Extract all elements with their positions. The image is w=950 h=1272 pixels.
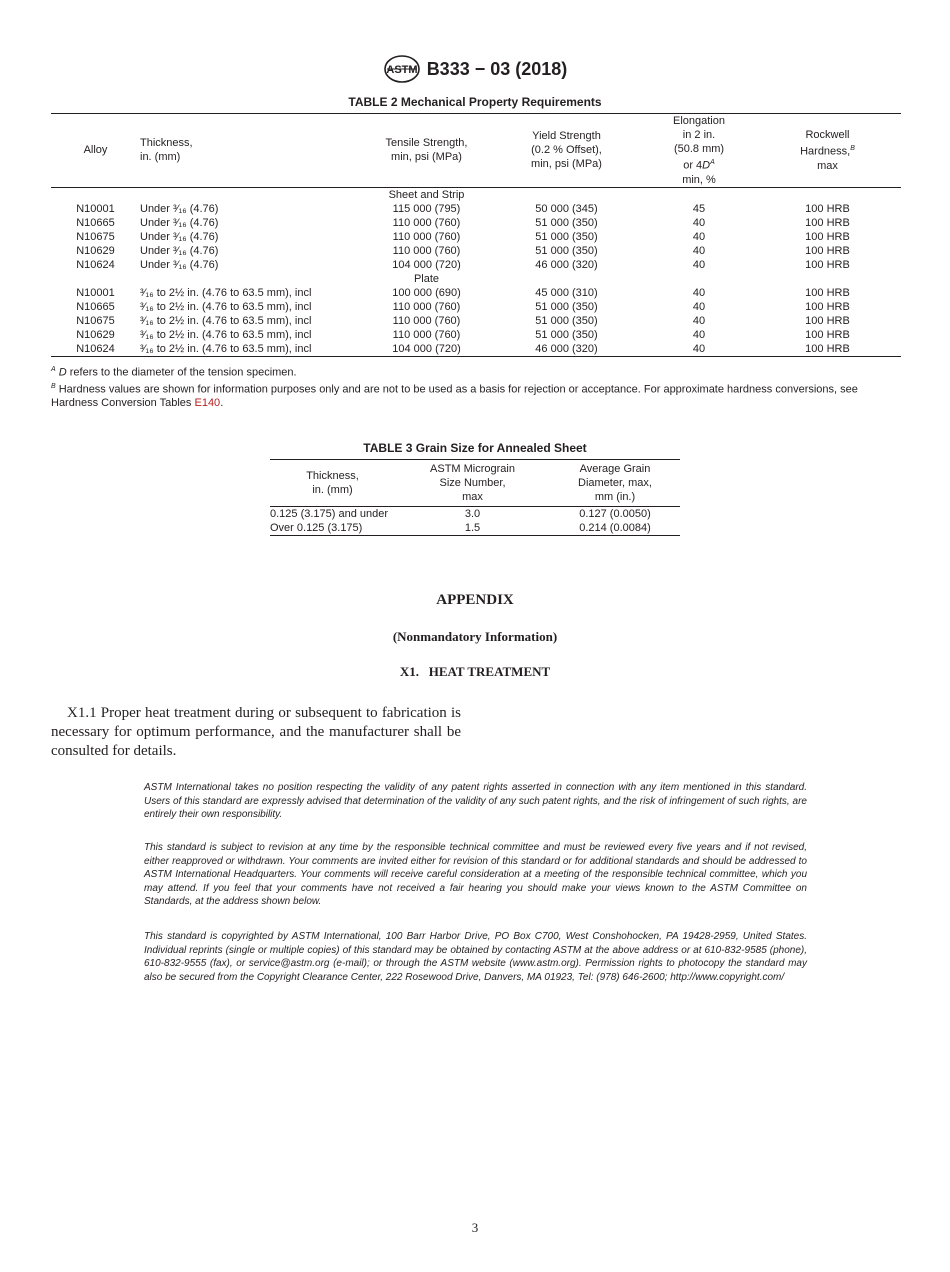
table-row: N10675 ³⁄₁₆ to 2½ in. (4.76 to 63.5 mm), incl 110 000 (760) 51 000 (350) 40 100 HRB: [76, 314, 850, 327]
appendix-paragraph: X1.1 Proper heat treatment during or subsequent to fabrication is necessary for optimum performance, and the manufacturer shall be consulted for details.: [51, 705, 461, 759]
col-header-average-grain: Average Grain Diameter, max, mm (in.): [578, 463, 652, 503]
standard-designation: B333 − 03 (2018): [426, 58, 568, 79]
svg-text:ASTM: ASTM: [386, 64, 418, 76]
col-header-rockwell: Rockwell Hardness,$^B$ max: [800, 129, 855, 172]
col-header-thickness: Thickness, in. (mm): [140, 137, 193, 164]
page-header: [0, 54, 950, 84]
copyright-notice: This standard is copyrighted by ASTM International, 100 Barr Harbor Drive, PO Box C700, West Conshohocken, PA 19428-2959, United States. Individual reprints (single or multiple copies) of this standard may be obtained by contacting ASTM at the above address or at 610-832-9585 (phone), 610-832-9555 (fax), or service@astm.org (e-mail); or through the ASTM website (www.astm.org). Permission rights to photocopy the standard may also be secured from the Copyright Clearance Center, 222 Rosewood Drive, Danvers, MA 01923, Tel: (978) 646-2600; http://www.copyright.com/: [144, 931, 807, 983]
col-header-astm-micrograin: ASTM Micrograin Size Number, max: [430, 463, 515, 503]
table3-title: TABLE 3 Grain Size for Annealed Sheet: [363, 441, 587, 455]
appendix-title: APPENDIX: [436, 592, 514, 608]
revision-notice: This standard is subject to revision at any time by the responsible technical committee and must be reviewed every five years and if not revised, either reapproved or withdrawn. Your comments are invited either for revision of this standard or for additional standards and should be addressed to ASTM International Headquarters. Your comments will receive careful consideration at a meeting of the responsible technical committee, which you may attend. If you feel that your comments have not received a fair hearing you should make your views known to the ASTM Committee on Standards, at the address shown below.: [144, 842, 807, 908]
table-row: N10665 Under ³⁄₁₆ (4.76) 110 000 (760) 51 000 (350) 40 100 HRB: [76, 216, 850, 229]
mechanical-property-table: [51, 113, 901, 357]
table-row: N10624 ³⁄₁₆ to 2½ in. (4.76 to 63.5 mm), incl 104 000 (720) 46 000 (320) 40 100 HRB: [76, 342, 850, 355]
col-header-elongation: Elongation in 2 in. (50.8 mm) or $4D^A$ min, %: [673, 115, 725, 186]
table-row: N10001 ³⁄₁₆ to 2½ in. (4.76 to 63.5 mm), incl 100 000 (690) 45 000 (310) 40 100 HRB: [76, 286, 850, 299]
table-row: N10629 ³⁄₁₆ to 2½ in. (4.76 to 63.5 mm), incl 110 000 (760) 51 000 (350) 40 100 HRB: [76, 328, 850, 341]
patent-notice: ASTM International takes no position respecting the validity of any patent rights asserted in connection with any item mentioned in this standard. Users of this standard are expressly advised that determination of the validity of any such patent rights, and the risk of infringement of such rights, are entirely their own responsibility.: [144, 782, 807, 821]
page-number: 3: [471, 1220, 479, 1235]
table2-footnotes: [51, 363, 901, 410]
col-header-yield: Yield Strength (0.2 % Offset), min, psi (MPa): [531, 130, 602, 171]
astm-logo-icon: [383, 54, 421, 84]
grain-size-table: [270, 459, 680, 536]
section-title: X1. HEAT TREATMENT: [399, 664, 551, 679]
appendix-subtitle: (Nonmandatory Information): [392, 629, 558, 644]
e140-link[interactable]: E140: [194, 397, 221, 410]
table-row: N10001 Under ³⁄₁₆ (4.76) 115 000 (795) 50 000 (345) 45 100 HRB: [76, 202, 850, 215]
col-header-thickness: Thickness, in. (mm): [306, 470, 359, 496]
table-row: Over 0.125 (3.175) 1.5 0.214 (0.0084): [270, 522, 651, 534]
table-row: N10624 Under ³⁄₁₆ (4.76) 104 000 (720) 46 000 (320) 40 100 HRB: [76, 258, 850, 271]
group-label-sheet: Sheet and Strip: [388, 188, 465, 201]
table-row: 0.125 (3.175) and under 3.0 0.127 (0.0050): [270, 508, 651, 520]
table-row: N10665 ³⁄₁₆ to 2½ in. (4.76 to 63.5 mm), incl 110 000 (760) 51 000 (350) 40 100 HRB: [76, 300, 850, 313]
table-row: N10675 Under ³⁄₁₆ (4.76) 110 000 (760) 51 000 (350) 40 100 HRB: [76, 230, 850, 243]
table-row: N10629 Under ³⁄₁₆ (4.76) 110 000 (760) 51 000 (350) 40 100 HRB: [76, 244, 850, 257]
col-header-tensile: Tensile Strength, min, psi (MPa): [385, 137, 468, 164]
group-label-plate: Plate: [413, 272, 440, 285]
table2-title: TABLE 2 Mechanical Property Requirements: [348, 95, 602, 109]
footnote-b: $^B$ Hardness values are shown for information purposes only and are not to be used as a basis for rejection or acceptance. For approximate hardness conversions, see Hardness Conversion Tables E140.: [51, 382, 858, 410]
col-header-alloy: Alloy: [83, 144, 108, 157]
footnote-a: $^A$ D refers to the diameter of the tension specimen.: [51, 366, 297, 379]
